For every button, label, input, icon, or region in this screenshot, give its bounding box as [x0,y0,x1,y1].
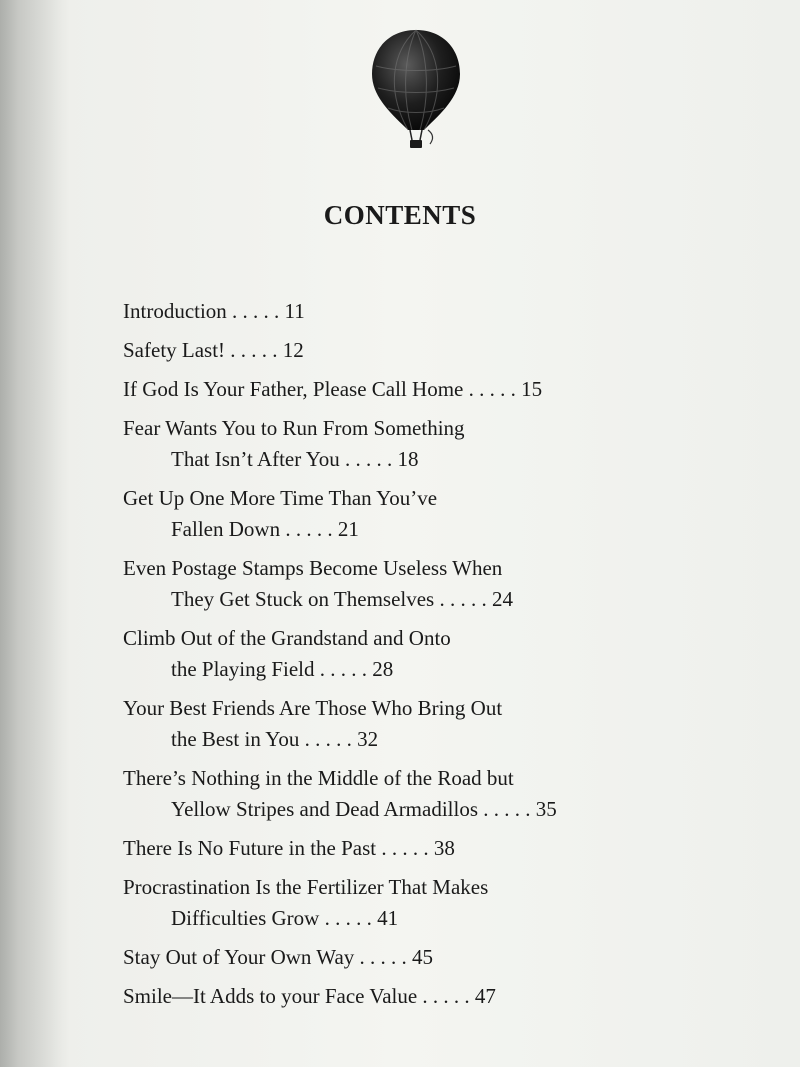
toc-entry-line: Even Postage Stamps Become Useless When [123,556,503,580]
toc-entry [123,833,743,864]
toc-entry [123,872,743,934]
toc-entry-continuation: Yellow Stripes and Dead Armadillos . . . . . 35 [171,797,557,821]
toc-entry-continuation: They Get Stuck on Themselves . . . . . 24 [171,587,513,611]
gutter-shadow [0,0,70,1067]
toc-entry [123,374,743,405]
toc-entry-line: There’s Nothing in the Middle of the Road but [123,766,514,790]
toc-entry-line: If God Is Your Father, Please Call Home . . . . . 15 [123,377,543,401]
toc-entry-continuation: the Playing Field . . . . . 28 [171,657,394,681]
toc-entry [123,981,743,1012]
hot-air-balloon-icon [368,26,464,156]
toc-entry-continuation: Fallen Down . . . . . 21 [171,517,359,541]
toc-entry-line: Introduction . . . . . 11 [123,299,305,323]
toc-entry [123,693,743,755]
toc-entry-line: Stay Out of Your Own Way . . . . . 45 [123,945,434,969]
toc-entry [123,413,743,475]
toc-entry [123,483,743,545]
toc-entry-line: Procrastination Is the Fertilizer That Makes [123,875,489,899]
toc-entry-continuation: Difficulties Grow . . . . . 41 [171,906,399,930]
toc-entry-line: Your Best Friends Are Those Who Bring Out [123,696,503,720]
toc-entry [123,623,743,685]
toc-entry-continuation: That Isn’t After You . . . . . 18 [171,447,419,471]
toc-entry [123,942,743,973]
toc-entry-line: Fear Wants You to Run From Something [123,416,465,440]
toc-entry [123,553,743,615]
toc-entry [123,335,743,366]
toc-entry-line: Safety Last! . . . . . 12 [123,338,304,362]
toc-entry-continuation: the Best in You . . . . . 32 [171,727,379,751]
toc-entry-line: There Is No Future in the Past . . . . . 38 [123,836,455,860]
table-of-contents [123,296,743,1020]
toc-entry [123,296,743,327]
toc-entry [123,763,743,825]
toc-entry-line: Get Up One More Time Than You’ve [123,486,438,510]
contents-heading: CONTENTS [323,200,477,230]
toc-entry-line: Climb Out of the Grandstand and Onto [123,626,451,650]
toc-entry-line: Smile—It Adds to your Face Value . . . . . 47 [123,984,496,1008]
